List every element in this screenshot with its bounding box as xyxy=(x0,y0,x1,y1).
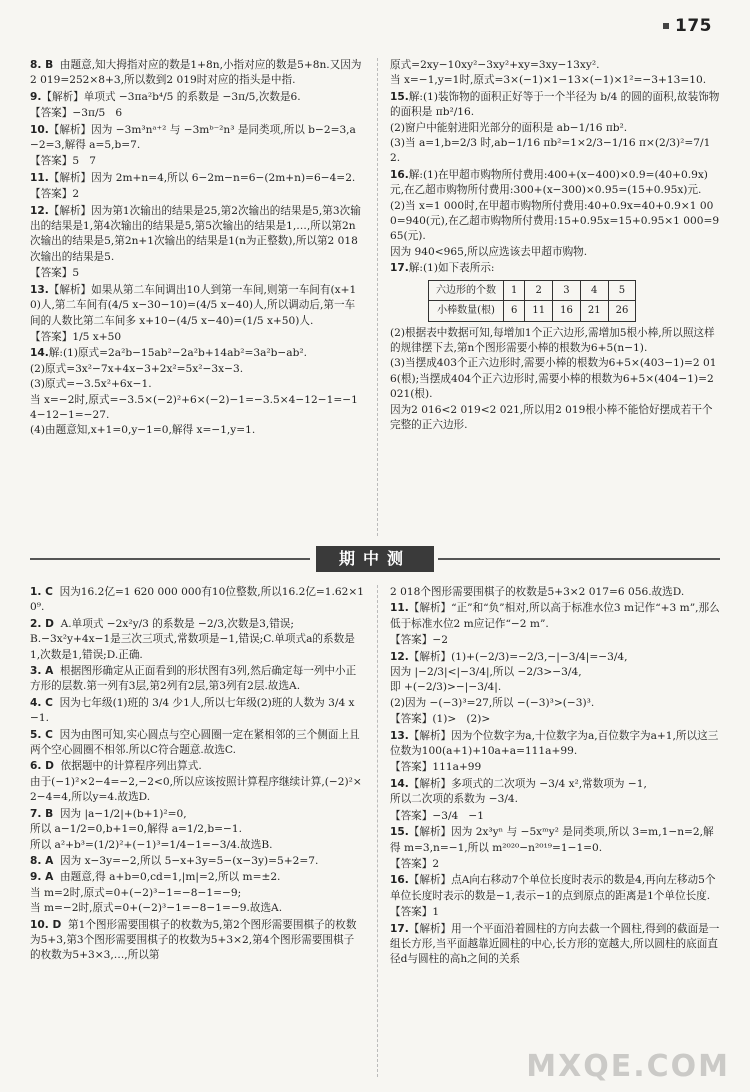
solution-item xyxy=(30,90,364,105)
banner-rule xyxy=(30,558,310,560)
item-text: 解:(1)如下表所示: xyxy=(408,262,495,275)
right-column-bottom xyxy=(390,585,720,969)
solution-item xyxy=(30,187,364,202)
item-text: 由题意,知大拇指对应的数是1+8n,小指对应的数是5+8n.又因为2 019=252×8+3,所以数到2 019时对应的指头是中指. xyxy=(30,59,362,87)
solution-item xyxy=(30,171,364,186)
item-text: 【答案】1/5 x+50 xyxy=(30,330,122,343)
table-cell: 26 xyxy=(608,301,636,321)
item-text: 【答案】−3/4 −1 xyxy=(390,809,485,822)
item-text: 【解析】因为个位数字为a,十位数字为a,百位数字为a+1,所以这三位数为100(a+1)+10a+a=111a+99. xyxy=(390,729,719,758)
table-cell: 2 xyxy=(525,280,553,300)
item-number: 8. A xyxy=(30,854,54,867)
solution-item xyxy=(390,760,720,775)
solution-item xyxy=(30,664,364,695)
right-column-top xyxy=(390,58,720,434)
item-text: 【解析】因为第1次输出的结果是25,第2次输出的结果是5,第3次输出的结果是1,第4次输出的结果是5,第5次输出的结果是1,…,所以第2n次输出的结果是5,第2n+1次输出的结果是1(n为正整数),所以第2 018次输出的结果是5. xyxy=(30,204,361,263)
item-text: 【答案】1 xyxy=(390,906,440,919)
item-number: 16. xyxy=(390,874,409,887)
solution-item xyxy=(390,601,720,632)
item-text: 因为由图可知,实心圆点与空心圆圈一定在紧相邻的三个侧面上且两个空心圆圈不相邻.所以C符合题意.故选C. xyxy=(30,728,360,757)
item-number: 15. xyxy=(390,826,409,839)
solution-item xyxy=(30,58,364,89)
item-text: 【解析】“正”和“负”相对,所以高于标准水位3 m记作“+3 m”,那么低于标准水位2 m应记作“−2 m”. xyxy=(390,602,720,630)
item-number: 12. xyxy=(390,650,409,663)
item-text: 因为16.2亿=1 620 000 000有10位整数,所以16.2亿=1.62×10⁹. xyxy=(30,586,365,614)
solution-item xyxy=(30,728,364,759)
solution-item xyxy=(390,777,720,808)
column-divider xyxy=(377,58,378,536)
solution-item xyxy=(390,585,720,600)
left-column-top xyxy=(30,58,364,440)
item-number: 13. xyxy=(390,729,409,742)
banner-rule xyxy=(438,558,720,560)
item-text: 【解析】因为 −3m³nᵃ⁺² 与 −3mᵇ⁻²n³ 是同类项,所以 b−2=3,a−2=3,解得 a=5,b=7. xyxy=(30,123,356,152)
solution-item xyxy=(30,154,364,169)
item-number: 17. xyxy=(390,922,409,935)
solution-item xyxy=(390,825,720,856)
solution-item xyxy=(30,696,364,727)
item-text: A.单项式 −2x²y/3 的系数是 −2/3,次数是3,错误; B.−3x²y+4x−1是三次三项式,常数项是−1,错误;C.单项式a的系数是1,次数是1,错误;D.正确. xyxy=(30,617,355,661)
table-row xyxy=(429,301,636,321)
solution-item xyxy=(30,106,364,121)
item-number: 13. xyxy=(30,283,49,296)
item-number: 17. xyxy=(390,262,409,275)
solution-item xyxy=(30,266,364,281)
item-text: 【解析】如果从第二车间调出10人到第一车间,则第一车间有(x+10)人,第二车间有(4/5 x−30−10)=(4/5 x−40)人,所以调动后,第一车间的人数比第二车间多 x+10−(4/5 x−40)=(1/5 x+50)人. xyxy=(30,283,357,327)
right-top-after-items xyxy=(390,326,720,434)
solution-item xyxy=(390,873,720,904)
solution-item xyxy=(30,283,364,329)
table-cell: 1 xyxy=(504,280,525,300)
watermark: MXQE.COM xyxy=(526,1049,730,1084)
left-column-bottom xyxy=(30,585,364,965)
section-banner xyxy=(0,546,750,572)
item-text: 因为七年级(1)班的 3/4 少1人,所以七年级(2)班的人数为 3/4 x−1. xyxy=(30,696,355,725)
item-number: 6. D xyxy=(30,760,54,773)
item-text: 解:(1)在甲超市购物所付费用:400+(x−400)×0.9=(40+0.9x)元,在乙超市购物所付费用:300+(x−300)×0.95=(15+0.95x)元. (2)当 x=1 000时,在甲超市购物所付费用:40+0.9x=40+0.9×1 000=940(元),在乙超市购物所付费用:15+0.95x=15+0.95×1 000=965(元). 因为 940<965,所以应选该去甲超市购物. xyxy=(390,168,720,258)
item-text: 解:(1)原式=2a²b−15ab²−2a²b+14ab²=3a²b−ab². (2)原式=3x²−7x+4x−3+2x²=5x²−3x−3. (3)原式=−3.5x²+6x−1. 当 x=−2时,原式=−3.5×(−2)²+6×(−2)−1=−3.5×4−12−1=−14−12−1=−27. (4)由题意知,x+1=0,y−1=0,解得 x=−1,y=1. xyxy=(30,347,358,437)
item-text: 【答案】−2 xyxy=(390,634,448,647)
solution-item xyxy=(390,58,720,89)
solution-item xyxy=(30,123,364,154)
item-text: 【解析】因为 2m+n=4,所以 6−2m−n=6−(2m+n)=6−4=2. xyxy=(48,171,356,184)
item-text: 【答案】2 xyxy=(390,857,440,870)
solution-item xyxy=(390,633,720,648)
solution-item xyxy=(30,346,364,438)
table-row xyxy=(429,280,636,300)
item-text: 【答案】(1)> (2)> xyxy=(390,713,491,726)
item-number: 1. C xyxy=(30,586,53,598)
item-text: 原式=2xy−10xy²−3xy²+xy=3xy−13xy². 当 x=−1,y=1时,原式=3×(−1)×1−13×(−1)×1²=−3+13=10. xyxy=(390,59,707,87)
item-number: 11. xyxy=(30,171,49,184)
table-cell: 21 xyxy=(580,301,608,321)
item-number: 4. C xyxy=(30,696,53,709)
table-cell: 5 xyxy=(608,280,636,300)
table-cell: 六边形的个数 xyxy=(429,280,504,300)
item-number: 10. D xyxy=(30,918,62,931)
table-cell: 6 xyxy=(504,301,525,321)
item-number: 5. C xyxy=(30,728,53,741)
item-number: 14. xyxy=(390,777,409,790)
table-cell: 小棒数量(根) xyxy=(429,301,504,321)
section-title: 期中测 xyxy=(316,546,434,572)
solution-item xyxy=(390,90,720,167)
item-number: 10. xyxy=(30,123,49,136)
item-text: (2)根据表中数据可知,每增加1个正六边形,需增加5根小棒,所以照这样的规律摆下去,第n个图形需要小棒的根数为6+5(n−1). (3)当摆成403个正六边形时,需要小棒的根数为6+5×(403−1)=2 016(根);当摆成404个正六边形时,需要小棒的根数为6+5×(404−1)=2 021(根). 因为2 016<2 019<2 021,所以用2 019根小棒不能恰好摆成若干个完整的正六边形. xyxy=(390,326,717,431)
item-text: 【解析】单项式 −3πa²b⁴/5 的系数是 −3π/5,次数是6. xyxy=(41,90,301,103)
solution-item xyxy=(30,807,364,853)
item-text: 【解析】(1)+(−2/3)=−2/3,−|−3/4|=−3/4, 因为 |−2/3|<|−3/4|,所以 −2/3>−3/4, 即 +(−2/3)>−|−3/4|. (2)因为 −(−3)³=27,所以 −(−3)³>(−3)³. xyxy=(390,650,628,709)
item-text: 解:(1)装饰物的面积正好等于一个半径为 b/4 的圆的面积,故装饰物的面积是 πb²/16. (2)窗户中能射进阳光部分的面积是 ab−1/16 πb². (3)当 a=1,b=2/3 时,ab−1/16 πb²=1×2/3−1/16 π×(2/3)²=7/12. xyxy=(390,90,720,165)
item-number: 7. B xyxy=(30,807,54,820)
column-divider xyxy=(377,585,378,1077)
solution-item xyxy=(390,857,720,872)
item-number: 16. xyxy=(390,168,409,181)
item-number: 9. A xyxy=(30,871,54,884)
solution-item xyxy=(30,854,364,869)
table-cell: 3 xyxy=(553,280,581,300)
item-text: 【解析】点A向右移动7个单位长度时表示的数是4,再向左移动5个单位长度时表示的数是−1,表示−1的点到原点的距离是1个单位长度. xyxy=(390,874,716,902)
solution-item xyxy=(30,585,364,616)
item-number: 11. xyxy=(390,602,409,615)
item-number: 3. A xyxy=(30,665,54,678)
item-text: 因为 x−3y=−2,所以 5−x+3y=5−(x−3y)=5+2=7. xyxy=(53,854,319,867)
solution-item xyxy=(390,261,720,276)
solution-item xyxy=(30,759,364,805)
page-number: 175 xyxy=(663,16,712,36)
solution-item xyxy=(390,168,720,260)
item-number: 2. D xyxy=(30,617,54,630)
solution-item xyxy=(30,330,364,345)
item-text: 因为 |a−1/2|+(b+1)²=0, 所以 a−1/2=0,b+1=0,解得 a=1/2,b=−1. 所以 a²+b³=(1/2)²+(−1)³=1/4−1=−3/4.故选B. xyxy=(30,807,273,851)
item-text: 依据题中的计算程序列出算式. 由于(−1)²×2−4=−2,−2<0,所以应该按照计算程序继续计算,(−2)²×2−4=4,所以y=4.故选D. xyxy=(30,760,362,804)
item-text: 【答案】−3π/5 6 xyxy=(30,107,123,120)
solution-item xyxy=(390,809,720,824)
item-text: 【解析】因为 2x³yⁿ 与 −5xᵐy² 是同类项,所以 3=m,1−n=2,解得 m=3,n=−1,所以 m²⁰²⁰−n²⁰¹⁹=1−1=0. xyxy=(390,826,714,854)
solution-item xyxy=(390,650,720,712)
item-text: 【答案】2 xyxy=(30,188,80,201)
solution-item xyxy=(30,617,364,663)
solution-item xyxy=(30,918,364,964)
solution-item xyxy=(30,870,364,916)
item-text: 【解析】用一个平面沿着圆柱的方向去截一个圆柱,得到的截面是一组长方形,当平面越靠近圆柱的中心,长方形的宽越大,所以圆柱的底面直径d与圆柱的高h之间的关系 xyxy=(390,922,720,966)
right-top-items xyxy=(390,58,720,277)
solution-item xyxy=(30,204,364,266)
item-text: 第1个图形需要围棋子的枚数为5,第2个图形需要围棋子的枚数为5+3,第3个图形需要围棋子的枚数为5+3×2,第4个图形需要围棋子的枚数为5+3×3,…,所以第 xyxy=(30,918,357,962)
item-text: 【答案】5 xyxy=(30,267,80,280)
solution-item xyxy=(390,922,720,968)
item-text: 【答案】5 7 xyxy=(30,155,96,168)
table-cell: 16 xyxy=(553,301,581,321)
hexagon-count-table xyxy=(428,280,636,322)
item-number: 14. xyxy=(30,347,49,360)
item-number: 9. xyxy=(30,90,42,103)
item-number: 8. B xyxy=(30,59,54,71)
item-text: 【答案】111a+99 xyxy=(390,761,482,774)
item-text: 由题意,得 a+b=0,cd=1,|m|=2,所以 m=±2. 当 m=2时,原式=0+(−2)³−1=−8−1=−9; 当 m=−2时,原式=0+(−2)³−1=−8−1=−9.故选A. xyxy=(30,871,283,915)
solution-item xyxy=(390,326,720,434)
item-text: 根据图形确定从正面看到的形状图有3列,然后确定每一列中小正方形的层数.第一列有3层,第2列有2层,第3列有2层.故选A. xyxy=(30,665,357,693)
item-text: 【解析】多项式的二次项为 −3/4 x²,常数项为 −1, 所以二次项的系数为 −3/4. xyxy=(390,777,647,806)
item-number: 15. xyxy=(390,90,409,103)
solution-item xyxy=(390,905,720,920)
item-text: 2 018个图形需要围棋子的枚数是5+3×2 017=6 056.故选D. xyxy=(390,586,685,598)
table-cell: 4 xyxy=(580,280,608,300)
solution-item xyxy=(390,729,720,760)
solution-item xyxy=(390,712,720,727)
item-number: 12. xyxy=(30,204,49,217)
table-cell: 11 xyxy=(525,301,553,321)
